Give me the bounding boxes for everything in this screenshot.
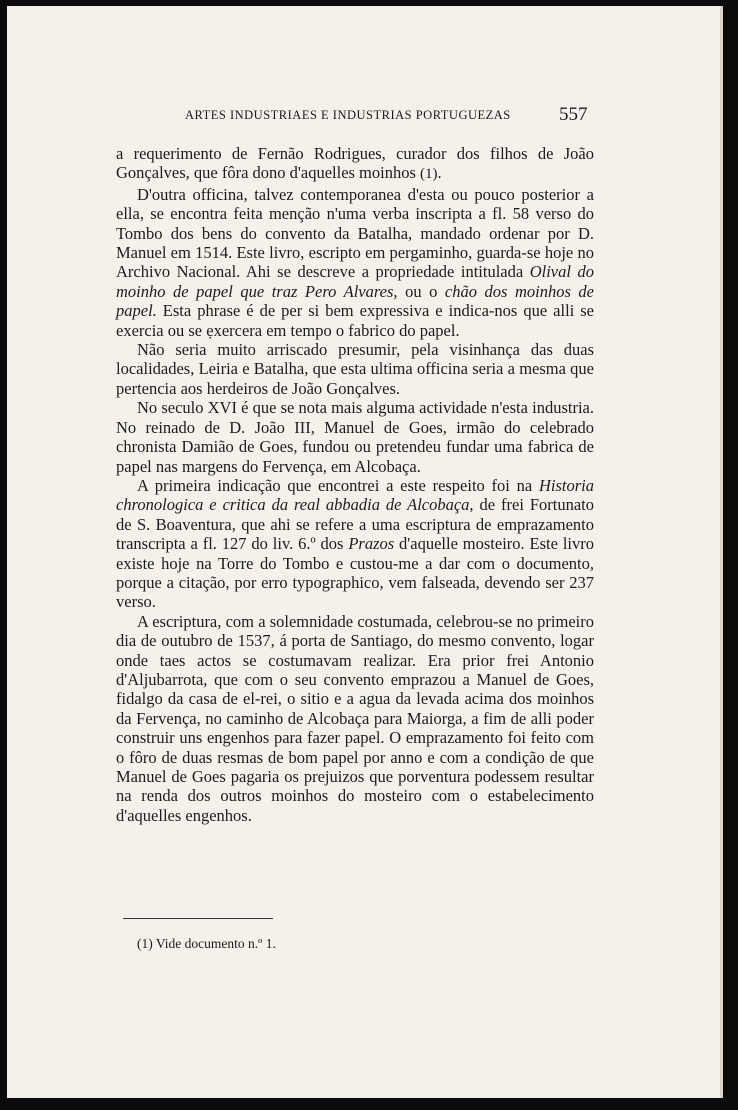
running-title: ARTES INDUSTRIAES E INDUSTRIAS PORTUGUEZAS [185,108,511,122]
paragraph-2-text-b: ou o [397,281,445,301]
paragraph-2-italic-a: Olival do moinho de papel que traz Pero Alvares, [116,262,594,301]
main-text [116,144,594,825]
paragraph-3: Não seria muito arriscado presumir, pela visinhança das duas localidades, Leiria e Batalha, que esta ultima officina seria a mesma que pertencia aos herdeiros de João Gonçalves. [116,340,594,398]
paragraph-1-end: . [437,163,442,183]
paragraph-6: A escriptura, com a solemnidade costumada, celebrou-se no primeiro dia de outubro de 1537, á porta de Santiago, do mesmo convento, logar onde taes actos se costumavam realizar. Era prior frei Antonio d'Aljubarrota, que com o seu convento emprazou a Manuel de Goes, fidalgo da casa de el-rei, o sitio e a agua da levada acima dos moinhos da Fervença, no caminho de Alcobaça para Maiorga, a fim de alli poder construir uns engenhos para fazer papel. O emprazamento foi feito com o fôro de duas resmas de bom papel por anno e com a condição de que Manuel de Goes pagaria os prejuizos que porventura podessem resultar na renda dos outros moinhos do mosteiro com o estabelecimento d'aquelles engenhos. [116,611,594,825]
paragraph-2-italic-b: chão dos moinhos de papel. [116,281,594,321]
page-header [7,104,723,126]
paragraph-1 [116,144,594,185]
paragraph-5-text-c: d'aquelle mosteiro. Este livro existe hoje na Torre do Tombo e custou-me a dar com o documento, porque a citação, por erro typographico, vem falseada, devendo ser 237 verso. [116,534,594,612]
paragraph-5-italic-a: Historia chronologica e critica da real abbadia de Alcobaça, [116,475,594,515]
paragraph-5 [116,476,594,612]
footnote-divider [123,918,273,919]
paragraph-2-text-a: D'outra officina, talvez contemporanea d'esta ou pouco posterior a ella, se encontra feita menção n'uma verba inscripta a fl. 58 verso do Tombo dos bens do convento da Batalha, mandado ordenar por D. Manuel em 1514. Este livro, escripto em pergaminho, guarda-se hoje no Archivo Nacional. Ahi se descreve a propriedade intitulada [116,184,594,282]
paragraph-4: No seculo XVI é que se nota mais alguma actividade n'esta industria. No reinado de D. João III, Manuel de Goes, irmão do celebrado chronista Damião de Goes, fundou ou pretendeu fundar uma fabrica de papel nas margens do Fervença, em Alcobaça. [116,398,594,476]
page-number: 557 [559,104,588,125]
paragraph-2-text-c: Esta phrase é de per si bem expressiva e indica-nos que alli se exercia ou se ẹxercera em tempo o fabrico do papel. [116,301,594,340]
paragraph-2 [116,185,594,340]
paragraph-5-text-a: A primeira indicação que encontrei a este respeito foi na [137,475,539,495]
book-page [7,6,723,1098]
paragraph-5-text-b: de frei Fortunato de S. Boaventura, que ahi se refere a uma escriptura de emprazamento transcripta a fl. 127 do liv. 6.º dos [116,495,594,554]
footnote: (1) Vide documento n.º 1. [137,936,276,951]
paragraph-5-italic-b: Prazos [348,534,395,554]
footnote-reference: (1) [420,166,438,183]
paragraph-1-text: a requerimento de Fernão Rodrigues, curador dos filhos de João Gonçalves, que fôra dono d'aquelles moinhos [116,144,594,183]
